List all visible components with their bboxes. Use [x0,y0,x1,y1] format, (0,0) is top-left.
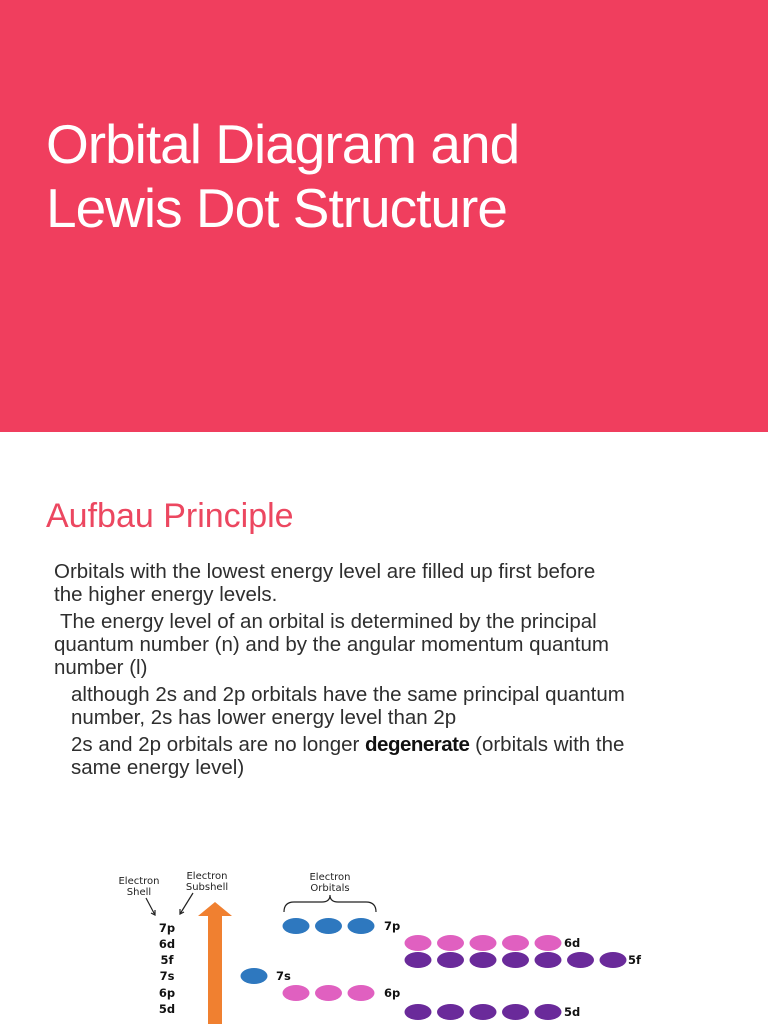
orbital-row-label-5f: 5f [628,953,642,967]
orbital-7s-1 [241,968,268,984]
shell-pointer [146,898,155,915]
title-slide [0,0,768,432]
paragraph-line: the higher energy levels. [54,583,278,606]
orbital-row-label-7p: 7p [384,919,401,933]
subshell-label-7s: 7s [159,969,175,983]
subshell-label-line1: Electron [186,871,228,882]
orbital-6p-1 [283,985,310,1001]
orbital-5d-1 [405,1004,432,1020]
slide-title-line1: Orbital Diagram and [46,113,520,175]
orbital-5d-3 [470,1004,497,1020]
orbital-5f-5 [535,952,562,968]
orbital-7p-1 [283,918,310,934]
orbital-5f-2 [437,952,464,968]
subshell-label-7p: 7p [158,921,176,935]
subshell-label-6d: 6d [158,937,176,951]
orbital-5f-4 [502,952,529,968]
subshell-list [159,921,175,1016]
orbitals-brace [284,895,376,912]
paragraph-line: quantum number (n) and by the angular momentum quantum [54,633,609,656]
subshell-pointer [180,893,193,914]
orbitals-label-line2: Orbitals [310,883,350,894]
subshell-label-5d: 5d [158,1002,176,1016]
paragraph-line: Orbitals with the lowest energy level are filled up first before [54,560,596,583]
shell-label-line1: Electron [118,876,160,887]
subshell-label-6p: 6p [158,986,176,1000]
orbital-6d-4 [502,935,529,951]
energy-arrow [198,902,232,1024]
orbital-6d-5 [535,935,562,951]
orbital-5f-7 [600,952,627,968]
section-heading: Aufbau Principle [46,497,294,535]
orbital-5d-5 [535,1004,562,1020]
paragraph-line: although 2s and 2p orbitals have the same principal quantum [71,683,625,706]
emphasized-term: degenerate [365,733,470,756]
orbital-5d-2 [437,1004,464,1020]
orbital-6d-2 [437,935,464,951]
orbital-row-label-6d: 6d [564,936,581,950]
orbital-6d-1 [405,935,432,951]
paragraph-line: number, 2s has lower energy level than 2p [71,706,457,729]
orbital-7p-3 [348,918,375,934]
orbital-diagram-svg [0,432,768,1024]
slide-title [46,112,736,240]
orbital-5f-3 [470,952,497,968]
orbital-rows [241,918,643,1020]
orbital-6p-3 [348,985,375,1001]
text-run: 2s and 2p orbitals are no longer [71,733,366,756]
paragraph-line: same energy level) [71,756,245,779]
orbital-row-label-5d: 5d [564,1005,581,1019]
orbital-row-label-6p: 6p [384,986,401,1000]
orbital-6d-3 [470,935,497,951]
orbital-5f-6 [567,952,594,968]
paragraph-line: The energy level of an orbital is determined by the principal [60,610,597,633]
subshell-label-line2: Subshell [185,882,229,893]
orbital-row-label-7s: 7s [276,969,291,983]
text-run: (orbitals with the [469,733,625,756]
orbital-5f-1 [405,952,432,968]
orbital-6p-2 [315,985,342,1001]
slide-title-line2: Lewis Dot Structure [46,177,507,239]
orbital-energy-diagram [0,432,768,1024]
orbital-5d-4 [502,1004,529,1020]
orbitals-label-line1: Electron [309,872,351,883]
subshell-label-5f: 5f [160,953,174,967]
shell-label-line2: Shell [126,887,152,898]
orbital-7p-2 [315,918,342,934]
paragraph-line: number (l) [54,656,148,679]
